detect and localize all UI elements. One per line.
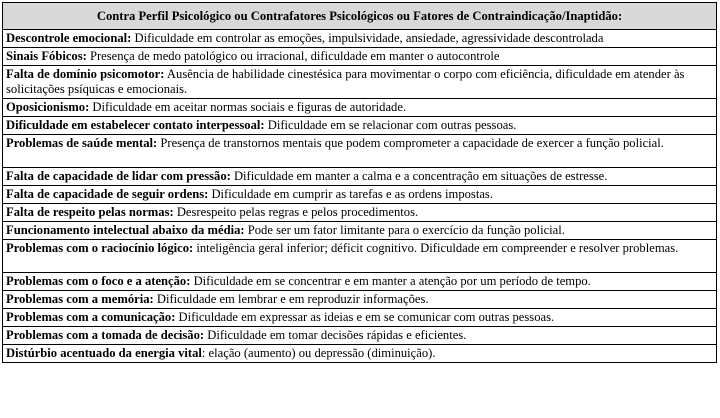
table-row <box>3 48 717 66</box>
row-description: Ausência de habilidade cinestésica para movimentar o corpo com eficiência, dificuldade em atender às solicitações psíquicas e emocionais. <box>6 67 685 96</box>
table-cell <box>3 345 717 363</box>
table-row <box>3 66 717 99</box>
table-row <box>3 309 717 327</box>
table-cell <box>3 327 717 345</box>
row-description: Dificuldade em se relacionar com outras pessoas. <box>264 118 517 132</box>
table-row <box>3 240 717 273</box>
contraindication-table <box>2 2 717 363</box>
table-row <box>3 204 717 222</box>
table-row <box>3 345 717 363</box>
table-row <box>3 99 717 117</box>
table-header-row <box>3 3 717 30</box>
row-description: Desrespeito pelas regras e pelos procedimentos. <box>173 205 419 219</box>
table-cell <box>3 291 717 309</box>
row-description: inteligência geral inferior; déficit cognitivo. Dificuldade em compreender e resolver problemas. <box>193 241 679 255</box>
row-term: Sinais Fóbicos: <box>6 49 87 63</box>
row-description: Presença de medo patológico ou irracional, dificuldade em manter o autocontrole <box>86 49 500 63</box>
table-cell <box>3 48 717 66</box>
row-term: Problemas com o foco e a atenção: <box>6 274 191 288</box>
row-term: Oposicionismo: <box>6 100 90 114</box>
row-description: : elação (aumento) ou depressão (diminuição). <box>201 346 436 360</box>
row-description: Presença de transtornos mentais que podem comprometer a capacidade de exercer a função policial. <box>157 136 664 150</box>
table-cell <box>3 168 717 186</box>
row-description: Dificuldade em cumprir as tarefas e as ordens impostas. <box>208 187 493 201</box>
row-description: Dificuldade em lembrar e em reproduzir informações. <box>153 292 429 306</box>
table-header-cell: Contra Perfil Psicológico ou Contrafatores Psicológicos ou Fatores de Contraindicação/Inaptidão: <box>3 3 717 30</box>
table-row <box>3 135 717 168</box>
table-row <box>3 327 717 345</box>
row-term: Problemas com o raciocínio lógico: <box>6 241 194 255</box>
row-term: Problemas com a comunicação: <box>6 310 176 324</box>
row-description: Pode ser um fator limitante para o exercício da função policial. <box>244 223 565 237</box>
row-term: Funcionamento intelectual abaixo da média: <box>6 223 245 237</box>
row-term: Problemas com a memória: <box>6 292 154 306</box>
table-cell <box>3 204 717 222</box>
table-row <box>3 168 717 186</box>
row-description: Dificuldade em controlar as emoções, impulsividade, ansiedade, agressividade descontrolada <box>131 31 604 45</box>
table-cell <box>3 30 717 48</box>
table-cell <box>3 135 717 168</box>
row-description: Dificuldade em aceitar normas sociais e figuras de autoridade. <box>89 100 407 114</box>
row-description: Dificuldade em expressar as ideias e em se comunicar com outras pessoas. <box>175 310 555 324</box>
table-cell <box>3 240 717 273</box>
table-cell <box>3 186 717 204</box>
row-term: Descontrole emocional: <box>6 31 132 45</box>
row-term: Dificuldade em estabelecer contato interpessoal: <box>6 118 265 132</box>
table-row <box>3 222 717 240</box>
row-term: Falta de capacidade de seguir ordens: <box>6 187 209 201</box>
row-term: Falta de respeito pelas normas: <box>6 205 174 219</box>
table-cell <box>3 222 717 240</box>
table-cell <box>3 66 717 99</box>
row-term: Falta de capacidade de lidar com pressão: <box>6 169 231 183</box>
table-cell <box>3 273 717 291</box>
row-term: Falta de domínio psicomotor: <box>6 67 165 81</box>
row-description: Dificuldade em manter a calma e a concentração em situações de estresse. <box>230 169 608 183</box>
table-cell <box>3 117 717 135</box>
row-term: Distúrbio acentuado da energia vital <box>6 346 202 360</box>
row-description: Dificuldade em se concentrar e em manter a atenção por um período de tempo. <box>190 274 591 288</box>
table-row <box>3 117 717 135</box>
row-term: Problemas de saúde mental: <box>6 136 158 150</box>
table-row <box>3 186 717 204</box>
table-cell <box>3 99 717 117</box>
table-cell <box>3 309 717 327</box>
table-row <box>3 291 717 309</box>
row-term: Problemas com a tomada de decisão: <box>6 328 205 342</box>
table-row <box>3 30 717 48</box>
row-description: Dificuldade em tomar decisões rápidas e eficientes. <box>204 328 467 342</box>
table-row <box>3 273 717 291</box>
